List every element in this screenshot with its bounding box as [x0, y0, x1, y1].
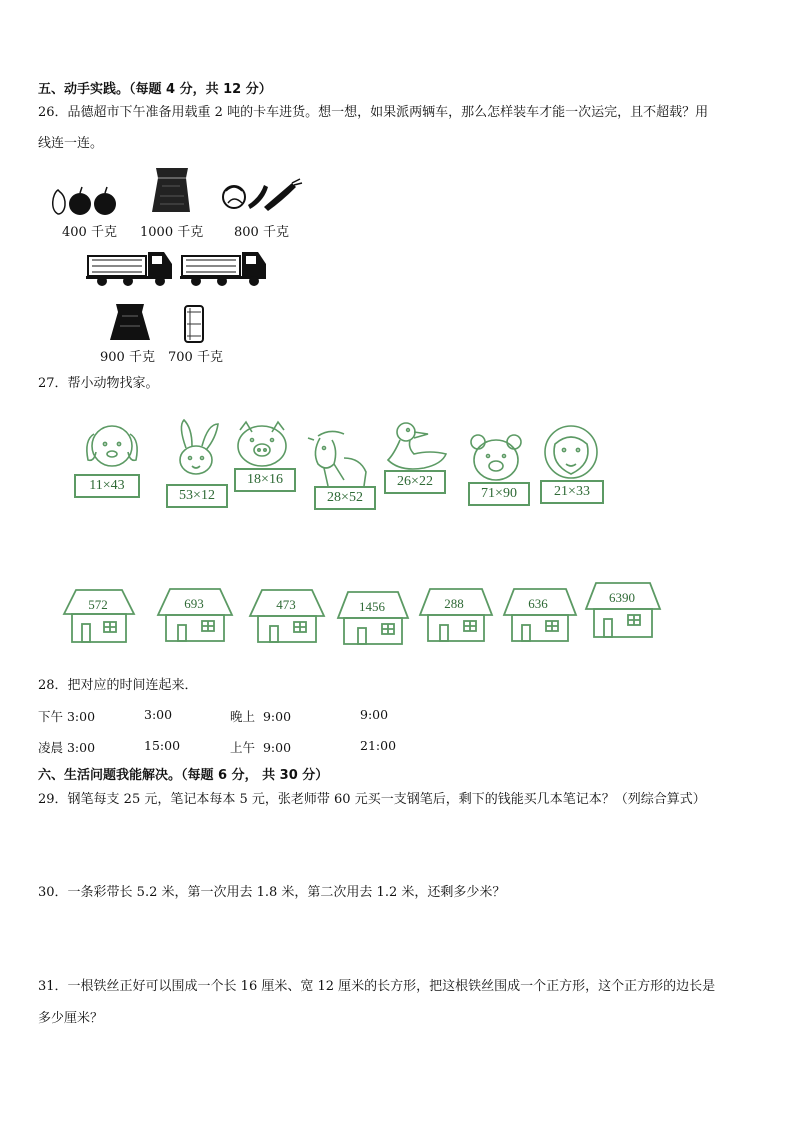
bag-icon — [108, 302, 152, 342]
q28-text: 28．把对应的时间连起来． — [38, 678, 198, 693]
sack-icon — [150, 166, 194, 214]
time-item: 下午 3:00 — [38, 709, 96, 724]
weight-label-barrel: 700 千克 — [168, 350, 223, 365]
animal-tag-dog: 11×43 — [74, 474, 140, 498]
dog-icon — [80, 420, 144, 476]
house-number: 6390 — [609, 590, 635, 605]
animal-tag-goat: 28×52 — [314, 486, 376, 510]
time-item: 9:00 — [360, 707, 389, 722]
time-item: 21:00 — [360, 738, 397, 753]
house-number: 1456 — [359, 599, 385, 614]
house-number: 473 — [276, 597, 296, 612]
monkey-icon — [540, 424, 602, 484]
q26-text-line1: 26．品德超市下午准备用载重 2 吨的卡车进货。想一想，如果派两辆车，那么怎样装车才能一次运完，且不超载？用 — [38, 105, 709, 120]
q31-text-line2: 多少厘米？ — [38, 1011, 104, 1026]
section-5-heading: 五、动手实践。（每题 4 分，共 12 分） — [38, 82, 272, 97]
house-number: 572 — [88, 597, 108, 612]
weight-label-fruit: 400 千克 — [62, 225, 117, 240]
time-item: 15:00 — [144, 738, 181, 753]
weight-label-vegetables: 800 千克 — [234, 225, 289, 240]
q26-text-line2: 线连一连。 — [38, 136, 104, 151]
animal-tag-bear: 71×90 — [468, 482, 530, 506]
goat-icon — [304, 428, 374, 488]
duck-icon — [380, 420, 450, 476]
section-6-heading: 六、生活问题我能解决。（每题 6 分， 共 30 分） — [38, 768, 329, 783]
animal-tag-monkey: 21×33 — [540, 480, 604, 504]
fruit-icon — [48, 184, 120, 216]
time-item: 晚上 9:00 — [230, 709, 292, 724]
q27-text: 27．帮小动物找家。 — [38, 376, 159, 391]
q30-text: 30．一条彩带长 5.2 米，第一次用去 1.8 米，第二次用去 1.2 米，还剩多少米？ — [38, 885, 506, 900]
time-item: 凌晨 3:00 — [38, 740, 96, 755]
animal-tag-duck: 26×22 — [384, 470, 446, 494]
bear-icon — [468, 432, 524, 482]
q29-text: 29．钢笔每支 25 元，笔记本每本 5 元，张老师带 60 元买一支钢笔后，剩下的钱能买几本笔记本？（列综合算式） — [38, 792, 706, 807]
time-item: 上午 9:00 — [230, 740, 292, 755]
rabbit-icon — [166, 418, 226, 486]
weight-label-bag: 900 千克 — [100, 350, 155, 365]
q31-text-line1: 31．一根铁丝正好可以围成一个长 16 厘米、宽 12 厘米的长方形，把这根铁丝围成一个正方形，这个正方形的边长是 — [38, 979, 716, 994]
barrel-icon — [183, 304, 205, 344]
house-number: 636 — [528, 596, 548, 611]
pig-icon — [232, 420, 292, 470]
vegetables-icon — [220, 177, 302, 213]
house-number: 288 — [444, 596, 464, 611]
truck-icon — [86, 248, 174, 288]
truck-icon — [180, 248, 268, 288]
weight-label-sack: 1000 千克 — [140, 225, 204, 240]
animal-tag-pig: 18×16 — [234, 468, 296, 492]
house-number: 693 — [184, 596, 204, 611]
time-item: 3:00 — [144, 707, 173, 722]
animal-tag-rabbit: 53×12 — [166, 484, 228, 508]
